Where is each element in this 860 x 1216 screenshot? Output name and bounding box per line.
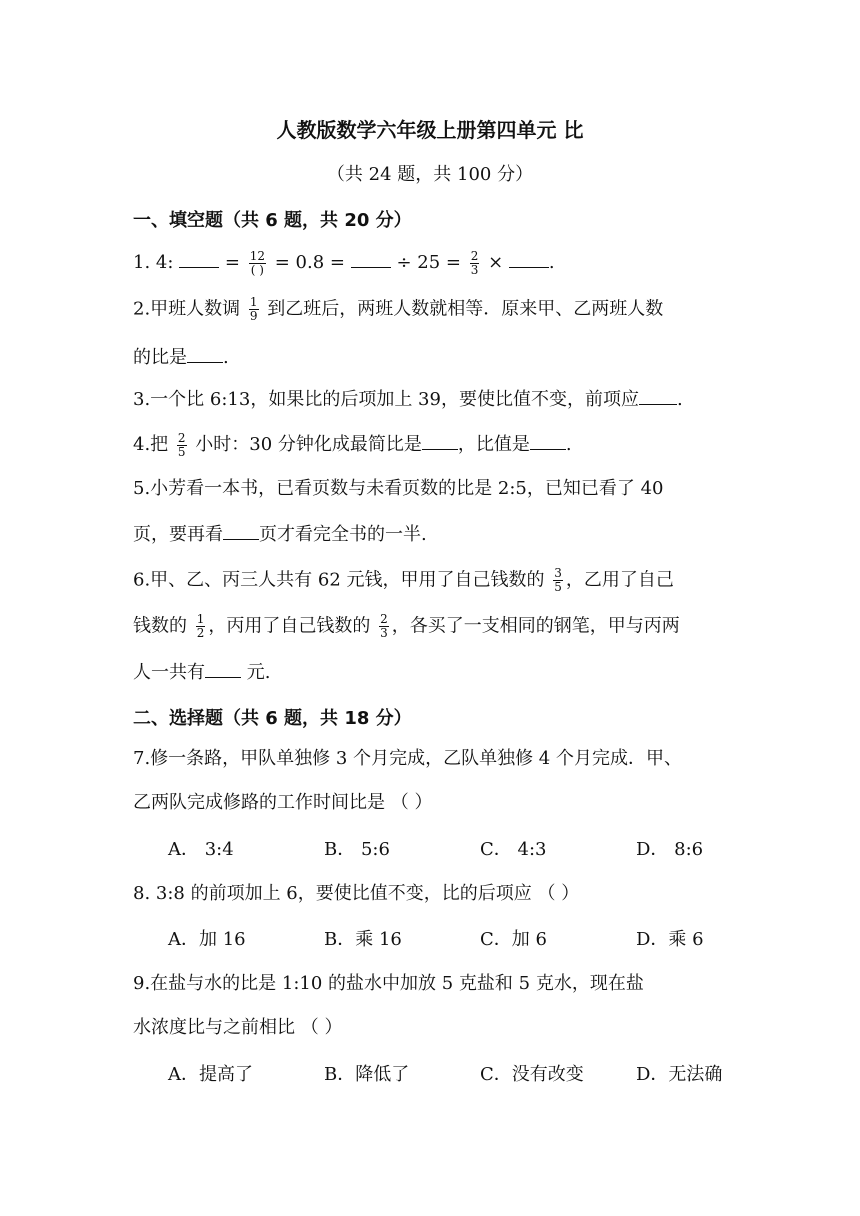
fraction bbox=[553, 567, 563, 594]
question-6-line-2 bbox=[133, 613, 680, 640]
question-6-line-1 bbox=[133, 567, 674, 594]
q3-text-b: . bbox=[676, 389, 683, 410]
q8-option-b[interactable]: B．乘 16 bbox=[324, 929, 402, 950]
answer-blank[interactable] bbox=[422, 431, 458, 450]
answer-blank[interactable] bbox=[187, 344, 223, 363]
q5-text-a: 5.小芳看一本书，已看页数与未看页数的比是 2:5，已知已看了 40 bbox=[133, 478, 664, 499]
fraction-numerator: 2 bbox=[177, 430, 186, 445]
q9-text-a: 9.在盐与水的比是 1:10 的盐水中加放 5 克盐和 5 克水，现在盐 bbox=[133, 973, 644, 994]
page-title: 人教版数学六年级上册第四单元 比 bbox=[276, 118, 584, 142]
question-2-line-1 bbox=[133, 296, 663, 323]
fraction-denominator: 5 bbox=[554, 580, 562, 594]
fraction-numerator: 1 bbox=[249, 295, 258, 309]
q4-text-a: 4.把 bbox=[133, 434, 169, 455]
q6-text-g: 元. bbox=[246, 662, 271, 683]
section-heading-fill-in: 一、填空题（共 6 题，共 20 分） bbox=[133, 210, 412, 231]
q6-text-e: ，各买了一支相同的钢笔，甲与丙两 bbox=[391, 615, 680, 637]
question-6-line-3 bbox=[133, 659, 270, 685]
q2-text-a: 2.甲班人数调 bbox=[133, 298, 241, 320]
q8-option-d[interactable]: D．乘 6 bbox=[636, 929, 704, 950]
question-5-line-2 bbox=[133, 521, 427, 547]
q5-text-c: 页才看完全书的一半. bbox=[259, 524, 427, 545]
q7-option-b[interactable]: B． 5:6 bbox=[324, 839, 390, 860]
q9-option-a[interactable]: A．提高了 bbox=[168, 1064, 253, 1085]
question-5-line-1 bbox=[133, 477, 664, 501]
question-7-line-2 bbox=[133, 791, 432, 815]
q5-text-b: 页，要再看 bbox=[133, 524, 223, 545]
question-4 bbox=[133, 431, 572, 459]
q4-text-c: ，比值是 bbox=[457, 434, 530, 455]
question-3 bbox=[133, 386, 683, 412]
fraction bbox=[470, 250, 480, 277]
fraction-denominator: 2 bbox=[196, 626, 205, 640]
fraction-numerator: 1 bbox=[196, 612, 205, 626]
fraction-denominator: 3 bbox=[470, 262, 479, 277]
question-2-line-2 bbox=[133, 344, 229, 370]
fraction bbox=[379, 613, 389, 640]
q8-text-a: 8. 3:8 的前项加上 6，要使比值不变，比的后项应 （ ） bbox=[133, 883, 580, 904]
fraction-denominator[interactable]: ( ) bbox=[250, 262, 264, 277]
answer-blank[interactable] bbox=[223, 521, 259, 540]
answer-blank[interactable] bbox=[639, 386, 677, 405]
q1-text-e: × bbox=[488, 252, 504, 273]
q6-text-d: ，丙用了自己钱数的 bbox=[208, 615, 371, 637]
q1-text-d: ÷ 25 = bbox=[396, 252, 461, 273]
q7-text-b: 乙两队完成修路的工作时间比是 （ ） bbox=[133, 792, 433, 813]
fraction-denominator: 9 bbox=[249, 309, 258, 323]
q7-option-a[interactable]: A． 3:4 bbox=[168, 839, 234, 860]
q7-option-c[interactable]: C． 4:3 bbox=[480, 839, 547, 860]
fraction bbox=[177, 432, 187, 459]
answer-blank[interactable] bbox=[530, 431, 566, 450]
q3-text-a: 3.一个比 6:13，如果比的后项加上 39，要使比值不变，前项应 bbox=[133, 389, 639, 410]
question-9-line-2 bbox=[133, 1016, 342, 1040]
q8-option-c[interactable]: C．加 6 bbox=[480, 929, 547, 950]
q9-option-d[interactable]: D．无法确 bbox=[636, 1064, 723, 1085]
q9-text-b: 水浓度比与之前相比 （ ） bbox=[133, 1017, 343, 1038]
page-subtitle: （共 24 题，共 100 分） bbox=[326, 164, 534, 185]
q9-option-c[interactable]: C．没有改变 bbox=[480, 1064, 584, 1085]
q4-text-b: 小时：30 分钟化成最简比是 bbox=[195, 434, 422, 455]
q6-text-c: 钱数的 bbox=[133, 615, 187, 637]
answer-blank[interactable] bbox=[509, 249, 549, 268]
fraction-numerator: 12 bbox=[249, 248, 265, 263]
q1-text-c: = 0.8 = bbox=[274, 252, 345, 273]
fraction-denominator: 5 bbox=[177, 444, 186, 459]
q6-text-a: 6.甲、乙、丙三人共有 62 元钱，甲用了自己钱数的 bbox=[133, 569, 545, 591]
q1-text-f: . bbox=[548, 252, 555, 273]
question-1 bbox=[133, 249, 555, 277]
q9-option-b[interactable]: B．降低了 bbox=[324, 1064, 410, 1085]
question-7-line-1 bbox=[133, 747, 682, 771]
q1-text-a: 1. 4: bbox=[133, 252, 174, 273]
fraction-numerator: 3 bbox=[554, 566, 562, 580]
fraction-numerator: 2 bbox=[470, 248, 479, 263]
section-heading-multiple-choice: 二、选择题（共 6 题，共 18 分） bbox=[133, 708, 412, 729]
q4-text-d: . bbox=[565, 434, 572, 455]
question-9-line-1 bbox=[133, 972, 644, 996]
question-8 bbox=[133, 882, 579, 906]
q1-text-b: = bbox=[224, 252, 240, 273]
answer-blank[interactable] bbox=[205, 659, 241, 678]
q2-text-b: 到乙班后，两班人数就相等．原来甲、乙两班人数 bbox=[267, 298, 664, 320]
fraction-numerator: 2 bbox=[380, 612, 388, 626]
fraction bbox=[249, 296, 259, 323]
q7-text-a: 7.修一条路，甲队单独修 3 个月完成，乙队单独修 4 个月完成．甲、 bbox=[133, 748, 682, 769]
q6-text-f: 人一共有 bbox=[133, 662, 205, 683]
q7-option-d[interactable]: D． 8:6 bbox=[636, 839, 704, 860]
fraction-denominator: 3 bbox=[380, 626, 388, 640]
q6-text-b: ，乙用了自己 bbox=[565, 569, 674, 591]
fraction bbox=[196, 613, 206, 640]
answer-blank[interactable] bbox=[351, 249, 391, 268]
q2-text-d: . bbox=[223, 347, 229, 368]
q2-text-c: 的比是 bbox=[133, 347, 187, 368]
fraction bbox=[249, 250, 266, 277]
answer-blank[interactable] bbox=[179, 249, 219, 268]
q8-option-a[interactable]: A．加 16 bbox=[168, 929, 246, 950]
